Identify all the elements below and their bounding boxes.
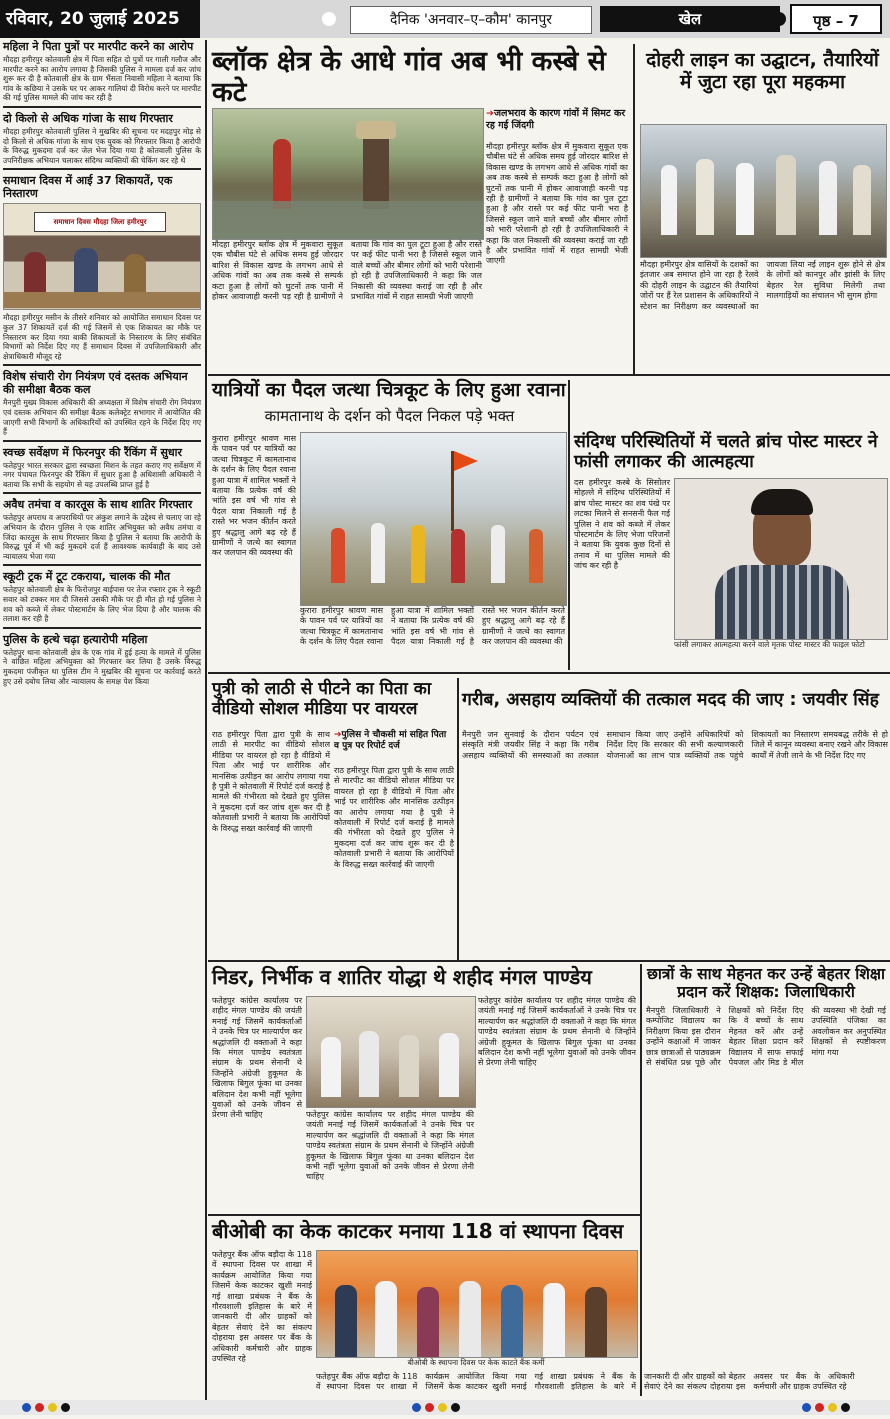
photo-caption-postmaster: फांसी लगाकर आत्महत्या करने वाले मृतक पोस्ट मास्टर की फाइल फोटो bbox=[674, 640, 865, 649]
photo-banner: समाधान दिवस मौदहा जिला हमीरपुर bbox=[34, 212, 166, 232]
article-body-right: मौदहा हमीरपुर ब्लॉक क्षेत्र में मुकवारा सुकूत एक चौबीस घंटे से अधिक समय हुई जोरदार बारिश से विकास खण्ड के लगभग आधे से अधिक गांवों का अब तक कस्बे से सम्पर्क कटा हुआ है लोगों को घुटनों तक पानी में होकर आवाजाही करनी पड़ रही है ग्रामीणों ने बताया कि गांव का पुल टूटा हुआ है और रास्ते पर कई फीट पानी भरा है जिससे स्कूल जाने वाले बच्चों और बीमार लोगों को भारी परेशानी हो रही है उपजिलाधिकारी ने कहा कि जल निकासी की व्यवस्था कराई जा रही है और प्रभावित गांवों में राहत सामग्री भेजी जाएगी bbox=[486, 142, 628, 266]
brief-title: स्कूटी ट्रक में टूट टकराया, चालक की मौत bbox=[3, 570, 171, 584]
brief-item bbox=[3, 40, 201, 108]
person-figure bbox=[451, 529, 465, 583]
article-body-railway: मौदहा हमीरपुर क्षेत्र वासियों के दशकों का इंतजार अब समाप्त होने जा रहा है रेलवे की दोहरी लाइन के उद्घाटन की तैयारियां जोरों पर हैं रेल प्रशासन के अधिकारियों ने स्टेशन का निरीक्षण कर व्यवस्थाओं का जायजा लिया नई लाइन शुरू होने से क्षेत्र के लोगों को कानपुर और झांसी के लिए बेहतर रेल सुविधा मिलेगी तथा मालगाड़ियों का संचालन भी सुगम होगा bbox=[640, 260, 885, 311]
flag-icon bbox=[454, 451, 478, 471]
headline-bank: बीओबी का केक काटकर मनाया 118 वां स्थापना दिवस bbox=[212, 1219, 624, 1243]
column-divider bbox=[568, 380, 570, 670]
brief-title: दो किलो से अधिक गांजा के साथ गिरफ्तार bbox=[3, 111, 173, 125]
table-desk bbox=[4, 292, 200, 308]
left-news-column bbox=[0, 40, 204, 1400]
brief-title: स्वच्छ सर्वेक्षण में फिरनपुर की रैंकिंग में सुधार bbox=[3, 445, 183, 459]
person-figure bbox=[819, 161, 837, 235]
registration-dot bbox=[425, 1403, 434, 1412]
person-figure bbox=[459, 1281, 481, 1357]
registration-dot bbox=[438, 1403, 447, 1412]
article-body-postmaster: दस हमीरपुर कस्बे के सिसोलर मोहल्ले में संदिग्ध परिस्थितियों में ब्रांच पोस्ट मास्टर का शव पंखे पर लटका मिलने से सनसनी फैल गई पुलिस ने शव को कब्जे में लेकर पोस्टमार्टम के लिए भेजा परिजनों ने बताया कि युवक कुछ दिनों से तनाव में था पुलिस मामले की जांच कर रही है bbox=[574, 478, 670, 571]
head-load bbox=[356, 121, 396, 139]
samadhan-photo bbox=[3, 203, 201, 310]
brief-title: समाधान दिवस में आई 37 शिकायतें, एक निस्तारण bbox=[3, 174, 173, 201]
footer-bar bbox=[0, 1400, 890, 1415]
brief-body: फतेहपुर भारत सरकार द्वारा स्वच्छता मिशन के तहत कराए गए सर्वेक्षण में नगर पंचायत फिरनपुर की रैंकिंग में सुधार हुआ है अधिशासी अधिकारी ने बताया कि सभी के सहयोग से यह उपलब्धि प्राप्त हुई है bbox=[3, 460, 201, 489]
newspaper-name: दैनिक 'अनवार–ए–कौम' कानपुर bbox=[350, 6, 592, 34]
subhead-pilgrims: कामतानाथ के दर्शन को पैदल निकल पड़े भक्त bbox=[264, 407, 515, 425]
brief-title: पुलिस के हत्थे चढ़ा हत्यारोपी महिला bbox=[3, 632, 148, 646]
registration-dot bbox=[412, 1403, 421, 1412]
registration-dots bbox=[410, 1400, 462, 1419]
date-banner: रविवार, 20 जुलाई 2025 bbox=[0, 0, 200, 38]
brief-item bbox=[3, 633, 201, 689]
headline-postmaster: संदिग्ध परिस्थितियों में चलते ब्रांच पोस्ट मास्टर ने फांसी लगाकर की आत्महत्या bbox=[574, 432, 878, 473]
flag-pole bbox=[451, 451, 454, 531]
registration-dot bbox=[841, 1403, 850, 1412]
brief-title: विशेष संचारी रोग नियंत्रण एवं दस्तक अभियान की समीक्षा बैठक कल bbox=[3, 370, 188, 397]
brief-body: फतेहपुर कोतवाली क्षेत्र के फिरोजपुर बाईपास पर तेज रफ्तार ट्रक ने स्कूटी सवार को टक्कर मार दी जिससे उसकी मौके पर ही मौत हो गई पुलिस ने शव को कब्जे में लेकर पोस्टमार्टम के लिए भेज दिया है और चालक की तलाश कर रही है bbox=[3, 585, 201, 624]
person-figure bbox=[853, 165, 871, 235]
person-figure bbox=[399, 1035, 419, 1097]
article-body-teachers: मैनपुरी जिलाधिकारी ने कम्पोजिट विद्यालय का निरीक्षण किया इस दौरान उन्होंने कक्षाओं में जाकर छात्र छात्राओं से पाठ्यक्रम से संबंधित प्रश्न पूछे और शिक्षकों को निर्देश दिए कि वे बच्चों के साथ मेहनत करें और उन्हें बेहतर शिक्षा प्रदान करें विद्यालय में साफ सफाई पेयजल और मिड डे मील की व्यवस्था भी देखी गई उपस्थिति पंजिका का अवलोकन कर अनुपस्थित शिक्षकों से स्पष्टीकरण मांगा गया bbox=[646, 1006, 886, 1068]
registration-dot bbox=[802, 1403, 811, 1412]
congress-meeting-photo bbox=[306, 996, 476, 1108]
article-body-viral-video: राठ हमीरपुर पिता द्वारा पुत्री के साथ लाठी से मारपीट का वीडियो सोशल मीडिया पर वायरल हो रहा है वीडियो में पिता और भाई पर शारीरिक और मानसिक उत्पीड़न का आरोप लगाया गया है पुत्री ने कोतवाली में रिपोर्ट दर्ज कराई है मामले की गंभीरता को देखते हुए पुलिस ने मुकदमा दर्ज कर जांच शुरू कर दी है कोतवाली प्रभारी ने बताया कि आरोपियों के विरुद्ध सख्त कार्रवाई की जाएगी bbox=[212, 730, 330, 833]
column-divider bbox=[640, 964, 642, 1396]
section-divider bbox=[208, 1214, 640, 1216]
headline-help-poor: गरीब, असहाय व्यक्तियों की तत्काल मदद की जाए : जयवीर सिंह bbox=[462, 690, 879, 710]
brief-body: मौदहा हमीरपुर कोतवाली क्षेत्र में पिता सहित दो पुत्रों पर गाली गलौज और मारपीट करने का आरोप लगाया है जिसकी पुलिस ने मामला दर्ज कर जांच शुरू कर दी है कोतवाली क्षेत्र के ग्राम भैंसता निवासी महिला ने बताया कि गांव के कछिया ने उसके घर पर आकर गालियां दी विरोध करने पर मारपीट की गई पुलिस मामले की जांच कर रही है bbox=[3, 55, 201, 103]
kicker-block-village: ➔जलभराव के कारण गांवों में सिमट कर रह गई जिंदगी bbox=[486, 108, 626, 131]
headline-pilgrims: यात्रियों का पैदल जत्था चित्रकूट के लिए हुआ रवाना bbox=[212, 379, 566, 401]
person-figure bbox=[736, 163, 754, 235]
column-divider bbox=[457, 678, 459, 960]
person-figure bbox=[661, 165, 677, 235]
person-figure bbox=[439, 1033, 459, 1097]
person-figure bbox=[363, 129, 389, 209]
brief-title: अवैध तमंचा व कारतूस के साथ शातिर गिरफ्तार bbox=[3, 498, 193, 512]
person-figure bbox=[417, 1287, 439, 1357]
article-body-pilgrims: कुरारा हमीरपुर श्रावण मास के पावन पर्व पर यात्रियों का जत्था चित्रकूट में कामतानाथ के दर्शन के लिए पैदल रवाना हुआ यात्रा में शामिल भक्तों ने बताया कि प्रत्येक वर्ष की भांति इस वर्ष भी गांव से पैदल यात्रा निकाली गई है रास्ते भर भजन कीर्तन करते हुए श्रद्धालु आगे बढ़ रहे हैं ग्रामीणों ने जत्थे का स्वागत कर जलपान की व्यवस्था की bbox=[212, 434, 296, 558]
brief-body: फतेहपुर अपराध व अपराधियों पर अंकुश लगाने के उद्देश्य से चलाए जा रहे अभियान के दौरान पुलिस ने एक शातिर अभियुक्त को अवैध तमंचा व जिंदा कारतूस के साथ गिरफ्तार किया है पुलिस ने बताया कि आरोपी के विरुद्ध पूर्व में भी कई मुकदमे दर्ज हैं आवश्यक कार्यवाही के बाद उसे न्यायालय भेजा गया bbox=[3, 513, 201, 561]
article-body-mangal-pandey-right: फतेहपुर कांग्रेस कार्यालय पर शहीद मंगल पाण्डेय की जयंती मनाई गई जिसमें कार्यकर्ताओं ने उनके चित्र पर माल्यार्पण कर श्रद्धांजलि दी वक्ताओं ने कहा कि मंगल पाण्डेय स्वतंत्रता संग्राम के प्रथम सेनानी थे जिन्होंने अंग्रेजी हुकूमत के खिलाफ बिगुल फूंका था उनका बलिदान देश कभी नहीं भूलेगा युवाओं को उनके जीवन से प्रेरणा लेनी चाहिए bbox=[478, 996, 636, 1068]
registration-dots bbox=[800, 1400, 852, 1419]
flood-water bbox=[213, 201, 483, 239]
brief-item bbox=[3, 446, 201, 495]
brief-body: फतेहपुर थाना कोतवाली क्षेत्र के एक गांव में हुई हत्या के मामले में पुलिस ने वांछित महिला अभियुक्ता को गिरफ्तार कर लिया है उसके विरुद्ध मुकदमा पंजीकृत था पुलिस टीम ने मुखबिर की सूचना पर कार्रवाई करते हुए उसे दबोच लिया और न्यायालय के समक्ष पेश किया bbox=[3, 647, 201, 686]
page-number: पृष्ठ – 7 bbox=[790, 4, 882, 34]
column-divider bbox=[633, 44, 635, 374]
article-body-mangal-pandey: फतेहपुर कांग्रेस कार्यालय पर शहीद मंगल पाण्डेय की जयंती मनाई गई जिसमें कार्यकर्ताओं ने उनके चित्र पर माल्यार्पण कर श्रद्धांजलि दी वक्ताओं ने कहा कि मंगल पाण्डेय स्वतंत्रता संग्राम के प्रथम सेनानी थे जिन्होंने अंग्रेजी हुकूमत के खिलाफ बिगुल फूंका था उनका बलिदान देश कभी नहीं भूलेगा युवाओं को उनके जीवन से प्रेरणा लेनी चाहिए bbox=[212, 996, 302, 1120]
brief-title: महिला ने पिता पुत्रों पर मारपीट करने का आरोप bbox=[3, 40, 194, 53]
headline-viral-video: पुत्री को लाठी से पीटने का पिता का वीडियो सोशल मीडिया पर वायरल bbox=[212, 679, 432, 719]
registration-dot bbox=[815, 1403, 824, 1412]
article-body-block-village: मौदहा हमीरपुर ब्लॉक क्षेत्र में मुकवारा सुकूत एक चौबीस घंटे से अधिक समय हुई जोरदार बारिश से विकास खण्ड के लगभग आधे से अधिक गांवों का अब तक कस्बे से सम्पर्क कटा हुआ है लोगों को घुटनों तक पानी में होकर आवाजाही करनी पड़ रही है ग्रामीणों ने बताया कि गांव का पुल टूटा हुआ है और रास्ते पर कई फीट पानी भरा है जिससे स्कूल जाने वाले बच्चों और बीमार लोगों को भारी परेशानी हो रही है उपजिलाधिकारी ने कहा कि जल निकासी की व्यवस्था कराई जा रही है और प्रभावित गांवों में राहत सामग्री भेजी जाएगी bbox=[212, 240, 482, 302]
article-body-viral-video-cont: राठ हमीरपुर पिता द्वारा पुत्री के साथ लाठी से मारपीट का वीडियो सोशल मीडिया पर वायरल हो रहा है वीडियो में पिता और भाई पर शारीरिक और मानसिक उत्पीड़न का आरोप लगाया गया है पुत्री ने कोतवाली में रिपोर्ट दर्ज कराई है मामले की गंभीरता को देखते हुए पुलिस ने मुकदमा दर्ज कर जांच शुरू कर दी है कोतवाली प्रभारी ने बताया कि आरोपियों के विरुद्ध सख्त कार्रवाई की जाएगी bbox=[334, 766, 454, 869]
article-body-help-poor: मैनपुरी जन सुनवाई के दौरान पर्यटन एवं संस्कृति मंत्री जयवीर सिंह ने कहा कि गरीब असहाय व्यक्तियों की समस्याओं का तत्काल समाधान किया जाए उन्होंने अधिकारियों को निर्देश दिए कि सरकार की सभी कल्याणकारी योजनाओं का लाभ पात्र व्यक्तियों तक पहुंचे शिकायतों का निस्तारण समयबद्ध तरीके से हो जिले में कानून व्यवस्था बनाए रखने और विकास कार्यों में तेजी लाने के भी निर्देश दिए गए bbox=[462, 730, 888, 760]
brief-item bbox=[3, 112, 201, 170]
person-figure bbox=[585, 1287, 607, 1357]
person-figure bbox=[529, 529, 543, 583]
column-divider bbox=[205, 40, 207, 1400]
person-figure bbox=[776, 155, 796, 235]
brief-item bbox=[3, 174, 201, 366]
person-figure bbox=[321, 1037, 341, 1097]
headline-mangal-pandey: निडर, निर्भीक व शातिर योद्धा थे शहीद मंगल पाण्डेय bbox=[212, 965, 592, 989]
arrow-icon: ➔ bbox=[334, 730, 342, 740]
shirt bbox=[715, 565, 849, 639]
arrow-icon: ➔ bbox=[486, 108, 494, 119]
person-figure bbox=[371, 523, 385, 583]
brief-body: मौदहा हमीरपुर मसीन के तीसरे शनिवार को आयोजित समाधान दिवस पर कुल 37 शिकायतें दर्ज की गई जिसमें से एक शिकायत का मौके पर निस्तारण कर दिया गया बाकी शिकायतों के निस्तारण के लिए संबंधित विभागों को निर्देश दिए गए हैं समाधान दिवस में उपजिलाधिकारी और क्षेत्राधिकारी मौजूद रहे bbox=[3, 313, 201, 361]
registration-dot bbox=[451, 1403, 460, 1412]
article-body-bank: फतेहपुर बैंक ऑफ बड़ौदा के 118 वें स्थापना दिवस पर शाखा में कार्यक्रम आयोजित किया गया जिसमें केक काटकर खुशी मनाई गई शाखा प्रबंधक ने बैंक के गौरवशाली इतिहास के बारे में जानकारी दी और ग्राहकों को बेहतर सेवाएं देने का संकल्प दोहराया इस अवसर पर बैंक के अधिकारी कर्मचारी और ग्राहक उपस्थित रहे bbox=[212, 1250, 312, 1364]
flood-photo bbox=[212, 108, 484, 240]
brief-body: मैनपुरी मुख्य विकास अधिकारी की अध्यक्षता में विशेष संचारी रोग नियंत्रण एवं दस्तक अभियान की समीक्षा बैठक कलेक्ट्रेट सभागार में आयोजित की जाएगी सभी विभागों के अधिकारियों को उपस्थित रहने के निर्देश दिए गए हैं bbox=[3, 398, 201, 437]
registration-dot bbox=[48, 1403, 57, 1412]
postmaster-photo bbox=[674, 478, 888, 640]
section-divider bbox=[208, 374, 890, 376]
person-figure bbox=[74, 248, 98, 298]
article-body-pilgrims-cont: कुरारा हमीरपुर श्रावण मास के पावन पर्व पर यात्रियों का जत्था चित्रकूट में कामतानाथ के दर्शन के लिए पैदल रवाना हुआ यात्रा में शामिल भक्तों ने बताया कि प्रत्येक वर्ष की भांति इस वर्ष भी गांव से पैदल यात्रा निकाली गई है रास्ते भर भजन कीर्तन करते हुए श्रद्धालु आगे बढ़ रहे हैं ग्रामीणों ने जत्थे का स्वागत कर जलपान की व्यवस्था की bbox=[300, 606, 565, 647]
bank-celebration-photo bbox=[316, 1250, 638, 1358]
person-figure bbox=[501, 1285, 523, 1357]
section-divider bbox=[208, 672, 890, 674]
brief-item bbox=[3, 370, 201, 441]
kicker-viral-video: ➔पुलिस ने चौकसी मां सहित पिता व पुत्र पर रिपोर्ट दर्ज bbox=[334, 730, 447, 751]
registration-dot bbox=[35, 1403, 44, 1412]
registration-dot bbox=[61, 1403, 70, 1412]
article-body-mangal-pandey-cont: फतेहपुर कांग्रेस कार्यालय पर शहीद मंगल पाण्डेय की जयंती मनाई गई जिसमें कार्यकर्ताओं ने उनके चित्र पर माल्यार्पण कर श्रद्धांजलि दी वक्ताओं ने कहा कि मंगल पाण्डेय स्वतंत्रता संग्राम के प्रथम सेनानी थे जिन्होंने अंग्रेजी हुकूमत के खिलाफ बिगुल फूंका था उनका बलिदान देश कभी नहीं भूलेगा युवाओं को उनके जीवन से प्रेरणा लेनी चाहिए bbox=[306, 1110, 474, 1182]
person-figure bbox=[359, 1031, 379, 1097]
article-body-bank-cont: फतेहपुर बैंक ऑफ बड़ौदा के 118 वें स्थापना दिवस पर शाखा में कार्यक्रम आयोजित किया गया जिसमें केक काटकर खुशी मनाई गई शाखा प्रबंधक ने बैंक के गौरवशाली इतिहास के बारे में जानकारी दी और ग्राहकों को बेहतर सेवाएं देने का संकल्प दोहराया इस अवसर पर बैंक के अधिकारी कर्मचारी और ग्राहक उपस्थित रहे bbox=[316, 1372, 855, 1392]
person-figure bbox=[543, 1283, 565, 1357]
person-figure bbox=[375, 1281, 397, 1357]
registration-dots bbox=[20, 1400, 72, 1419]
pilgrims-photo bbox=[300, 432, 567, 606]
hair bbox=[751, 489, 813, 515]
brief-item bbox=[3, 570, 201, 628]
brief-item bbox=[3, 498, 201, 566]
registration-dot bbox=[22, 1403, 31, 1412]
railway-photo bbox=[640, 124, 887, 258]
person-figure bbox=[273, 139, 291, 209]
headline-block-village: ब्लॉक क्षेत्र के आधे गांव अब भी कस्बे से कटे bbox=[212, 46, 606, 109]
person-figure bbox=[411, 525, 425, 583]
bullet-icon bbox=[322, 12, 336, 26]
section-label: खेल bbox=[600, 6, 780, 32]
brief-body: मौदहा हमीरपुर कोतवाली पुलिस ने मुखबिर की सूचना पर मदहपुर मोड़ से दो किलो से अधिक गांजा के साथ एक युवक को गिरफ्तार किया है आरोपी के विरुद्ध मुकदमा दर्ज कर जेल भेज दिया गया है कोतवाली पुलिस के उपनिरीक्षक अभियान चलाकर संदिग्ध व्यक्तियों की चेकिंग कर रहे थे bbox=[3, 126, 201, 165]
registration-dot bbox=[828, 1403, 837, 1412]
section-divider bbox=[208, 960, 890, 962]
person-figure bbox=[331, 528, 345, 583]
person-figure bbox=[335, 1285, 357, 1357]
person-figure bbox=[696, 159, 714, 235]
headline-teachers: छात्रों के साथ मेहनत कर उन्हें बेहतर शिक्षा प्रदान करें शिक्षक: जिलाधिकारी bbox=[646, 965, 885, 1001]
person-figure bbox=[491, 525, 505, 583]
bullet-icon bbox=[772, 12, 786, 26]
headline-railway: दोहरी लाइन का उद्घाटन, तैयारियों में जुटा रहा पूरा महकमा bbox=[646, 49, 879, 93]
photo-caption-bank: बीओबी के स्थापना दिवस पर केक काटते बैंक कर्मी bbox=[407, 1358, 545, 1367]
